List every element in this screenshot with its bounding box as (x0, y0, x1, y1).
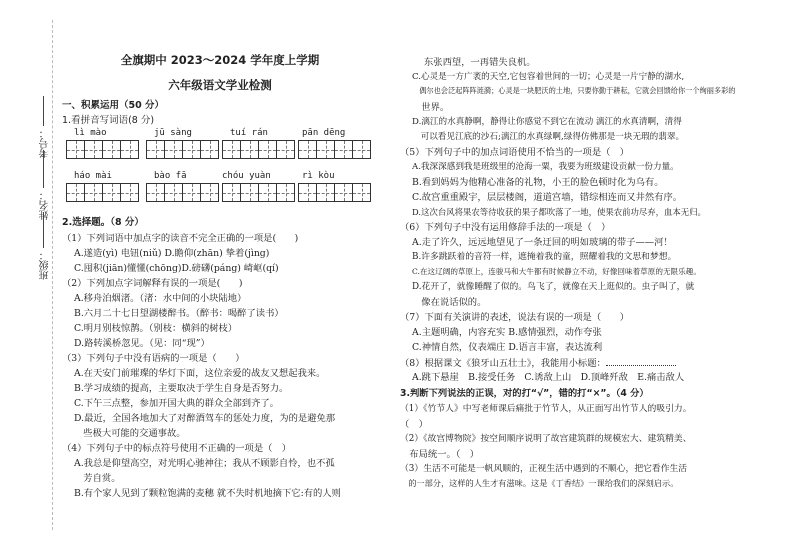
name-line (43, 150, 44, 188)
left-line: 芳自赏。 (74, 473, 121, 484)
question-1-title: 1.看拼音写词语(8 分) (62, 115, 155, 126)
right-line: A.主题明确，内容充实 B.感情强烈，动作夸张 (412, 327, 602, 338)
right-line: D.漓江的水真静啊，静得让你感觉不到它在流动 漓江的水真清啊，清得 (412, 117, 682, 127)
binding-margin (0, 0, 60, 550)
right-line: （7）下面有关演讲的表述，说法有误的一项是（ ） (400, 312, 630, 323)
question-2-title: 2.选择题。（8 分） (62, 217, 144, 228)
right-line: D.花开了，就像睡醒了似的。鸟飞了，就像在天上逛似的。虫子叫了，就 (412, 282, 695, 292)
left-line: （2）下列加点字词解释有误的一项是( ) (62, 278, 243, 289)
pinyin-7: chóu yuàn (222, 171, 271, 181)
class-line (43, 212, 44, 248)
right-line: C.故宫重重殿宇，层层楼阁，道道宫墙，错综相连而又井然有序。 (412, 192, 683, 203)
right-line: （5）下列句子中的加点词语使用不恰当的一项是（ ） (400, 147, 630, 158)
right-line: 东张西望，一再错失良机。 (424, 57, 536, 68)
exam-number-line (43, 96, 44, 126)
left-line: （1）下列词语中加点字的读音不完全正确的一项是( ) (62, 233, 299, 244)
right-line: 像在说话似的。 (412, 297, 487, 308)
right-line: 世界。 (412, 102, 450, 113)
right-line: 布局统一。（ ） (400, 449, 480, 460)
left-line: D.最近，全国各地加大了对醉酒驾车的惩处力度，为的是避免那 (74, 413, 336, 424)
writing-box-4[interactable] (298, 140, 371, 159)
left-line: （3）下列句子中没有语病的一项是（ ） (62, 353, 245, 364)
left-line: D.路转溪桥忽见。（见：同“现”） (74, 338, 210, 349)
pinyin-1: lì mào (74, 128, 107, 138)
pinyin-4: pān dēng (302, 128, 346, 138)
writing-box-6[interactable] (146, 183, 219, 202)
writing-box-1[interactable] (66, 140, 139, 159)
writing-box-5[interactable] (66, 183, 139, 202)
left-line: B.学习成绩的提高，主要取决于学生自身是否努力。 (74, 383, 289, 394)
class-label: 班级： (40, 250, 51, 280)
writing-box-3[interactable] (222, 140, 295, 159)
pinyin-3: tuí rán (230, 128, 268, 138)
question-3-title: 3.判断下列说法的正误，对的打“√”，错的打“×”。（4 分） (400, 388, 649, 399)
pinyin-8: rì kòu (302, 171, 335, 181)
left-line: A.我总是仰望高空，对光明心驰神往；我从不顾影自怜，也不孤 (74, 458, 335, 469)
left-line: C.明月别枝惊鹊。（别枝：横斜的树枝） (74, 323, 238, 334)
right-line: （ ） (400, 419, 428, 430)
left-line: C.下午三点整，参加开国大典的群众全部到齐了。 (74, 398, 279, 409)
right-line: （3）生活不可能是一帆风顺的，正视生活中遇到的不顺心，把它看作生活 (400, 464, 688, 474)
writing-box-2[interactable] (146, 140, 219, 159)
left-line: B.六月二十七日望湖楼醉书。（醉书：喝醉了读书） (74, 308, 284, 319)
right-line: （2）《故宫博物院》按空间顺序说明了故宫建筑群的规模宏大、建筑精美、 (400, 434, 692, 444)
right-line: C.心灵是一方广袤的天空,它包容着世间的一切；心灵是一片宁静的湖水, (412, 72, 685, 82)
writing-box-8[interactable] (298, 183, 371, 202)
left-line: 些极大可能的交通事故。 (74, 428, 186, 439)
right-line: A.跳下悬崖 B.接受任务 C.诱敌上山 D.顶峰歼敌 E.痛击敌人 (412, 372, 685, 383)
exam-subtitle: 六年级语文学业检测 (168, 78, 272, 92)
q8-text: （8）根据课文《狼牙山五壮士》，我能用小标题： (400, 358, 606, 369)
right-line: （6）下列句子中没有运用修辞手法的一项是（ ） (400, 222, 611, 233)
right-line: 偶尔也会泛起阵阵涟漪；心灵是一块肥沃的土地，只要你勤于耕耘，它就会回馈给你一个绚丽多彩的 (412, 86, 736, 95)
right-line (400, 356, 676, 370)
q8-answer-blank[interactable] (606, 356, 676, 366)
left-line: B.有个家人见到了颗粒饱满的麦穗 就不失时机地摘下它:有的人则 (74, 488, 341, 499)
right-line: B.看到妈妈为他精心准备的礼物，小王的脸色顿时化为乌有。 (412, 177, 664, 188)
right-line: A.我深深感到我是班级里的沧海一粟，我要为班级建设贡献一份力量。 (412, 162, 679, 172)
right-line: C.神情自然，仪表端庄 D.语言丰富，表达流利 (412, 342, 603, 353)
writing-box-7[interactable] (222, 183, 295, 202)
left-line: C.囤积(jiān)懂懂(chōng)D.磅礴(páng) 崎岖(qí) (74, 263, 279, 274)
right-line: D.这次台风将果农等待收获的果子都吹落了一地，使果农前功尽弃，血本无归。 (412, 207, 706, 217)
section-heading-1: 一、积累运用（50 分） (62, 100, 165, 111)
pinyin-6: bào fā (154, 171, 187, 181)
left-line: A.移舟泊烟渚。（渚：水中间的小块陆地） (74, 293, 247, 304)
pinyin-2: jū sàng (154, 128, 192, 138)
right-line: C.在这辽阔的草原上，连骏马和大牛都有时候静立不动，好像回味着草原的无限乐趣。 (412, 267, 701, 276)
exam-title: 全旗期中 2023～2024 学年度上学期 (120, 53, 320, 67)
right-line: B.许多跳跃着的音符一样，遮掩着我的童，照耀着我的文思和梦想。 (412, 252, 677, 262)
left-line: A.在天安门前璀璨的华灯下面，这位亲爱的战友又想起我来。 (74, 368, 326, 379)
left-line: （4）下列句子中的标点符号使用不正确的一项是（ ） (62, 443, 292, 454)
right-line: 的一部分，这样的人生才有滋味。这是《丁香结》一课给我们的深刻启示。 (400, 478, 679, 488)
right-line: （1）《竹节人》中写老师课后痛批于竹节人，从正面写出竹节人的吸引力。 (400, 404, 692, 414)
name-label: 姓名： (40, 190, 51, 220)
exam-number-label: 考号： (40, 128, 51, 158)
right-line: A.走了许久，远远地望见了一条迂回的明如玻璃的带子——河！ (412, 237, 673, 248)
left-line: A.遂造(yì) 电钮(niǔ) D.瞻仰(zhān) 挚着(jìng) (74, 248, 270, 259)
pinyin-5: háo mài (74, 171, 112, 181)
right-line: 可以看见江底的沙石;漓江的水真绿啊,绿得仿佛那是一块无瑕的翡翠。 (412, 132, 685, 142)
